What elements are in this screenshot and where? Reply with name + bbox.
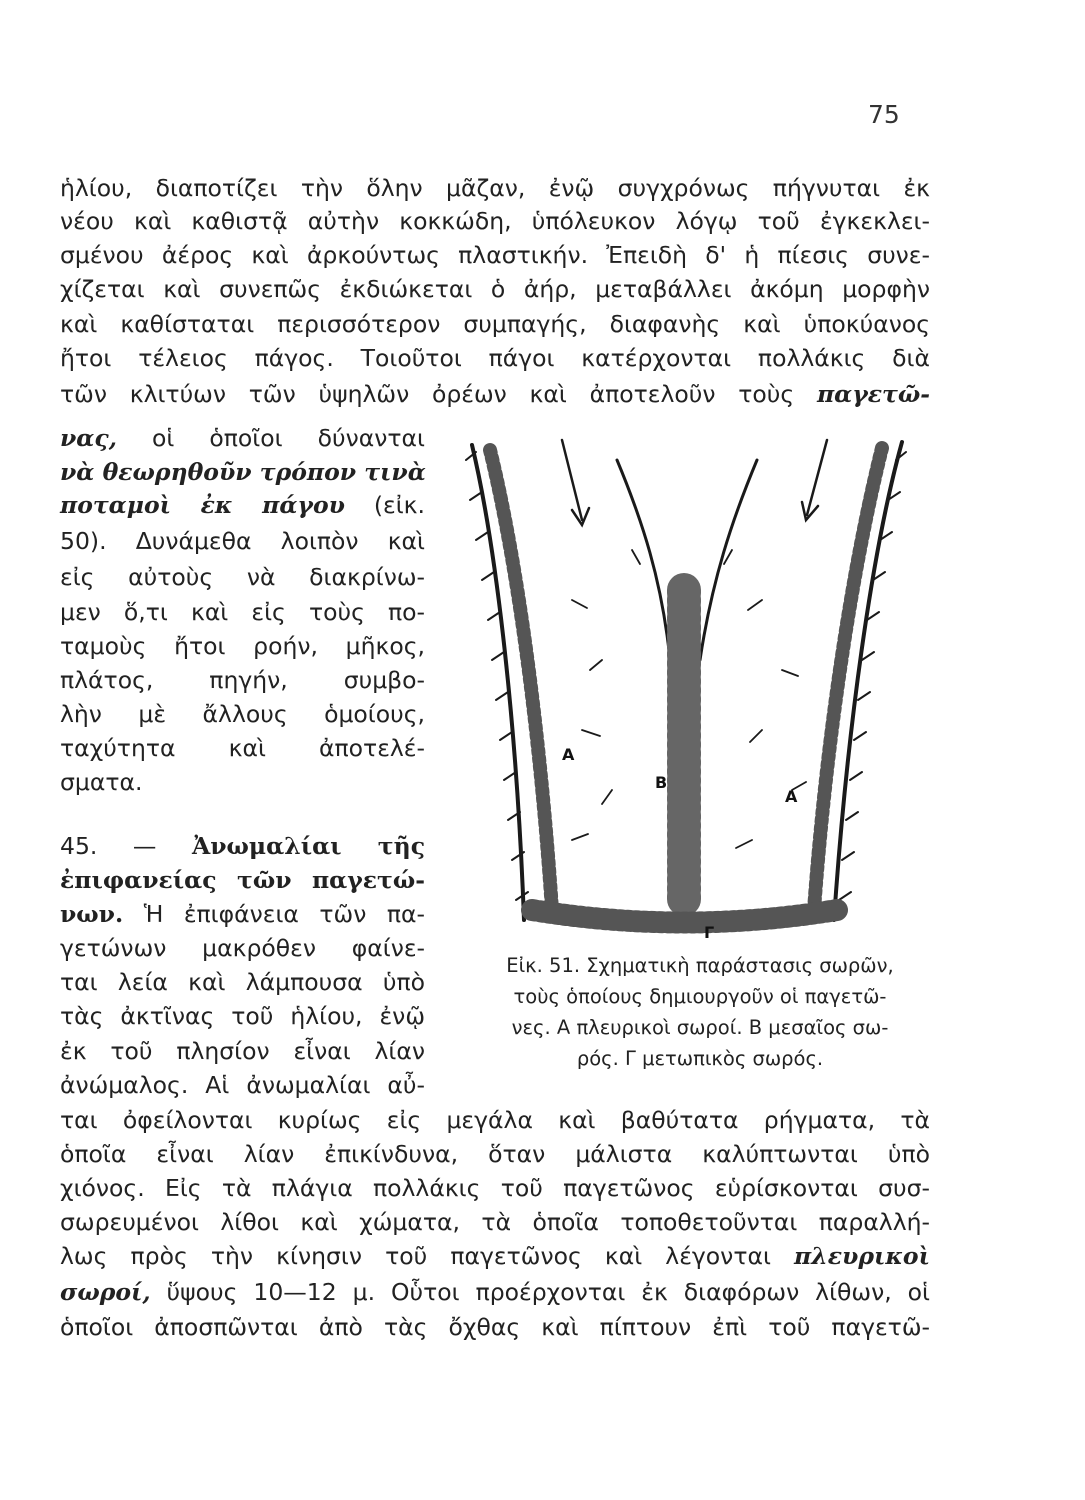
text-line: τὰς ἀκτῖνας τοῦ ἡλίου, ἐνῷ xyxy=(60,1002,425,1030)
caption-line: Εἰκ. 51. Σχηματικὴ παράστασις σωρῶν, xyxy=(506,954,894,977)
left-tributary-edge xyxy=(617,460,670,660)
text-line: ἡλίου, διαποτίζει τὴν ὅλην μᾶζαν, ἐνῷ συγχρόνως πήγνυται ἐκ xyxy=(60,174,930,202)
term-glaciers: παγετῶ- xyxy=(816,380,930,408)
text-line xyxy=(60,1240,930,1272)
text-line: 50). Δυνάμεθα λοιπὸν καὶ xyxy=(60,527,425,555)
moraine-figure xyxy=(462,430,932,945)
text-line: ἐκ τοῦ πλησίον εἶναι λίαν xyxy=(60,1037,425,1065)
caption-line: τοὺς ὁποίους δημιουργοῦν οἱ παγετῶ- xyxy=(513,985,887,1008)
text-line: μεν ὅ,τι καὶ εἰς τοὺς πο- xyxy=(60,598,425,626)
section-heading xyxy=(60,830,425,862)
section-heading: ἐπιφανείας τῶν παγετώ- xyxy=(60,866,425,894)
label-terminal: Γ xyxy=(704,923,715,942)
text-line xyxy=(60,898,425,930)
caption-line: νες. Α πλευρικοὶ σωροί. Β μεσαῖος σω- xyxy=(511,1016,889,1039)
text-line: εἰς αὐτοὺς νὰ διακρίνω- xyxy=(60,563,425,591)
right-tributary-edge xyxy=(700,460,757,660)
text-line: ται λεία καὶ λάμπουσα ὑπὸ xyxy=(60,968,425,996)
text-line: σωρευμένοι λίθοι καὶ χώματα, τὰ ὁποῖα τοποθετοῦνται παραλλή- xyxy=(60,1208,930,1236)
section-title: Ἀνωμαλίαι τῆς xyxy=(192,832,425,860)
text-line: ταχύτητα καὶ ἀποτελέ- xyxy=(60,734,425,762)
text-run: ὕψους 10—12 μ. Οὗτοι προέρχονται ἐκ διαφόρων λίθων, οἱ xyxy=(166,1278,930,1306)
figure-caption xyxy=(465,950,935,1074)
text-line: ὁποῖα εἶναι λίαν ἐπικίνδυνα, ὅταν μάλιστα καλύπτωνται ὑπὸ xyxy=(60,1140,930,1168)
right-lateral-moraine xyxy=(814,448,882,910)
text-line xyxy=(60,422,425,454)
text-line: ταμοὺς ἤτοι ροήν, μῆκος, xyxy=(60,632,425,660)
text-line: ὁποῖοι ἀποσπῶνται ἀπὸ τὰς ὄχθας καὶ πίπτουν ἐπὶ τοῦ παγετῶ- xyxy=(60,1313,930,1341)
text-line: νὰ θεωρηθοῦν τρόπον τινὰ xyxy=(60,458,426,486)
text-line: σμένου ἀέρος καὶ ἀρκούντως πλαστικήν. Ἐπειδὴ δ' ἡ πίεσις συνε- xyxy=(60,241,930,269)
text-line: ται ὀφείλονται κυρίως εἰς μεγάλα καὶ βαθύτατα ρήγματα, τὰ xyxy=(60,1106,930,1134)
flow-arrow-right xyxy=(802,440,827,520)
caption-line: ρός. Γ μετωπικὸς σωρός. xyxy=(576,1047,824,1070)
flow-arrow-left xyxy=(562,440,589,525)
text-line: νέου καὶ καθιστᾷ αὐτὴν κοκκώδη, ὑπόλευκον λόγῳ τοῦ ἐγκεκλει- xyxy=(60,207,930,235)
text-line: χίζεται καὶ συνεπῶς ἐκδιώκεται ὁ ἀήρ, μεταβάλλει ἀκόμη μορφὴν xyxy=(60,275,930,303)
text-run: λως πρὸς τὴν κίνησιν τοῦ παγετῶνος καὶ λέγονται xyxy=(60,1242,771,1270)
text-run: Ἡ ἐπιφάνεια τῶν πα- xyxy=(143,900,425,928)
label-lateral-left: A xyxy=(562,745,575,764)
label-medial: B xyxy=(655,773,668,792)
text-line: ἀνώμαλος. Αἱ ἀνωμαλίαι αὖ- xyxy=(60,1071,425,1099)
text-line: λὴν μὲ ἄλλους ὁμοίους, xyxy=(60,700,425,728)
term-rivers: ποταμοὶ ἐκ πάγου xyxy=(60,491,345,519)
term-glaciers: νας, xyxy=(60,424,117,452)
text-line: σματα. xyxy=(60,768,143,796)
text-line xyxy=(60,489,425,521)
text-run: οἱ ὁποῖοι δύνανται xyxy=(151,424,425,452)
term-lateral-moraines: σωροί, xyxy=(60,1278,151,1306)
text-line: καὶ καθίσταται περισσότερον συμπαγής, διαφανὴς καὶ ὑποκύανος xyxy=(60,310,930,338)
text-line: γετώνων μακρόθεν φαίνε- xyxy=(60,934,425,962)
page-number: 75 xyxy=(868,100,900,129)
text-line: πλάτος, πηγήν, συμβο- xyxy=(60,666,425,694)
text-run: τῶν κλιτύων τῶν ὑψηλῶν ὀρέων καὶ ἀποτελοῦν τοὺς xyxy=(60,380,795,408)
text-line: χιόνος. Εἰς τὰ πλάγια πολλάκις τοῦ παγετῶνος εὑρίσκονται συσ- xyxy=(60,1174,930,1202)
text-run: (εἰκ. xyxy=(373,491,425,519)
terminal-moraine xyxy=(532,910,837,923)
term-lateral-moraines: πλευρικοὶ xyxy=(794,1242,930,1270)
text-line: ἤτοι τέλειος πάγος. Τοιοῦτοι πάγοι κατέρχονται πολλάκις διὰ xyxy=(60,344,930,372)
section-number: 45. — xyxy=(60,832,157,860)
section-title: νων. xyxy=(60,900,124,928)
text-line xyxy=(60,1276,930,1308)
text-line xyxy=(60,378,930,410)
label-lateral-right: A xyxy=(785,787,798,806)
